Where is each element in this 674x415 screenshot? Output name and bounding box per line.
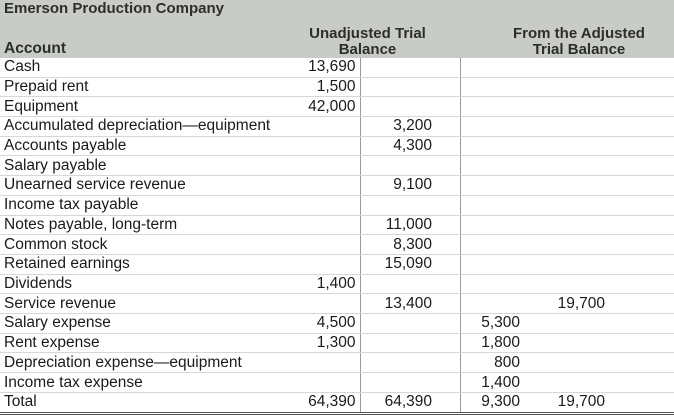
unadjusted-debit-cell [291,156,360,176]
unadjusted-credit-cell: 8,300 [360,235,436,255]
unadjusted-header-text: Unadjusted Trial Balance [309,25,426,58]
unadjusted-credit-cell [360,156,436,176]
trial-balance-body [0,58,674,414]
unadjusted-credit-cell: 4,300 [360,136,436,156]
table-row [0,176,674,196]
column-spacer [436,274,460,294]
column-spacer [436,235,460,255]
account-column-header: Account [0,26,291,58]
column-spacer [609,156,674,176]
adjusted-debit-cell [460,136,524,156]
account-name: Equipment [0,97,291,117]
column-spacer [436,136,460,156]
total-label: Total [0,392,291,413]
unadjusted-credit-cell [360,373,436,393]
adjusted-credit-cell [524,176,609,196]
adjusted-credit-cell [524,136,609,156]
account-name: Dividends [0,274,291,294]
account-name: Common stock [0,235,291,255]
unadjusted-credit-cell [360,58,436,77]
adjusted-debit-cell [460,97,524,117]
table-row [0,294,674,314]
account-name: Salary expense [0,314,291,334]
unadjusted-debit-cell [291,176,360,196]
adjusted-debit-cell [460,274,524,294]
unadjusted-debit-cell [291,195,360,215]
adjusted-credit-cell: 19,700 [524,294,609,314]
unadjusted-debit-cell [291,136,360,156]
adjusted-debit-cell [460,235,524,255]
column-spacer [609,392,674,413]
column-spacer [436,392,460,413]
unadjusted-debit-cell [291,215,360,235]
unadjusted-credit-cell: 13,400 [360,294,436,314]
column-spacer [609,195,674,215]
column-spacer [609,274,674,294]
account-name: Rent expense [0,333,291,353]
column-spacer [436,314,460,334]
unadjusted-debit-cell [291,373,360,393]
column-spacer [436,58,460,77]
unadjusted-credit-cell [360,333,436,353]
column-spacer [609,97,674,117]
adjusted-debit-cell [460,156,524,176]
column-spacer [436,353,460,373]
adjusted-debit-cell: 9,300 [460,392,524,413]
adjusted-debit-cell [460,117,524,137]
table-row [0,254,674,274]
adjusted-debit-cell [460,77,524,97]
column-spacer [436,176,460,196]
account-name: Unearned service revenue [0,176,291,196]
unadjusted-credit-cell [360,353,436,373]
table-row [0,215,674,235]
adjusted-credit-cell [524,274,609,294]
adjusted-credit-cell [524,333,609,353]
adjusted-credit-cell [524,235,609,255]
table-row [0,156,674,176]
unadjusted-debit-cell [291,235,360,255]
unadjusted-debit-cell: 1,400 [291,274,360,294]
column-spacer [609,314,674,334]
adjusted-credit-cell [524,254,609,274]
table-row [0,195,674,215]
account-name: Income tax payable [0,195,291,215]
column-spacer [609,176,674,196]
adjusted-debit-cell: 800 [460,353,524,373]
unadjusted-debit-cell [291,353,360,373]
unadjusted-debit-cell: 13,690 [291,58,360,77]
column-spacer [609,254,674,274]
unadjusted-debit-cell: 1,500 [291,77,360,97]
table-row [0,274,674,294]
adjusted-debit-cell [460,215,524,235]
table-row [0,235,674,255]
account-name: Cash [0,58,291,77]
unadjusted-credit-cell: 11,000 [360,215,436,235]
table-row [0,58,674,77]
column-spacer [436,254,460,274]
unadjusted-credit-cell [360,77,436,97]
adjusted-debit-cell [460,176,524,196]
account-name: Income tax expense [0,373,291,393]
adjusted-credit-cell [524,314,609,334]
table-row [0,373,674,393]
adjusted-credit-cell [524,77,609,97]
column-spacer [436,156,460,176]
adjusted-debit-cell [460,195,524,215]
account-name: Accumulated depreciation—equipment [0,117,291,137]
adjusted-debit-cell [460,58,524,77]
adjusted-credit-cell [524,117,609,137]
column-spacer [436,215,460,235]
account-name: Accounts payable [0,136,291,156]
account-name: Notes payable, long-term [0,215,291,235]
adjusted-credit-cell [524,58,609,77]
column-spacer [609,373,674,393]
account-name: Retained earnings [0,254,291,274]
adjusted-credit-cell: 19,700 [524,392,609,413]
adjusted-trial-balance-header [460,0,674,58]
table-row [0,136,674,156]
company-title: Emerson Production Company [0,0,291,26]
table-row [0,314,674,334]
column-spacer [609,215,674,235]
adjusted-credit-cell [524,195,609,215]
unadjusted-credit-cell [360,195,436,215]
adjusted-credit-cell [524,156,609,176]
column-spacer [609,136,674,156]
adjusted-credit-cell [524,373,609,393]
column-spacer [436,195,460,215]
unadjusted-debit-cell: 64,390 [291,392,360,413]
column-spacer [436,117,460,137]
adjusted-credit-cell [524,215,609,235]
unadjusted-credit-cell [360,314,436,334]
adjusted-debit-cell: 1,800 [460,333,524,353]
adjusted-debit-cell [460,294,524,314]
adjusted-debit-cell [460,254,524,274]
account-name: Salary payable [0,156,291,176]
unadjusted-debit-cell: 1,300 [291,333,360,353]
unadjusted-credit-cell [360,97,436,117]
column-spacer [609,333,674,353]
unadjusted-debit-cell: 4,500 [291,314,360,334]
adjusted-debit-cell: 1,400 [460,373,524,393]
column-spacer [609,235,674,255]
column-spacer [436,373,460,393]
unadjusted-debit-cell: 42,000 [291,97,360,117]
column-spacer [609,353,674,373]
adjusted-credit-cell [524,353,609,373]
column-spacer [436,333,460,353]
table-row [0,333,674,353]
account-name: Service revenue [0,294,291,314]
column-spacer [609,117,674,137]
unadjusted-debit-cell [291,294,360,314]
unadjusted-credit-cell [360,274,436,294]
unadjusted-trial-balance-header [291,0,460,58]
unadjusted-credit-cell: 9,100 [360,176,436,196]
unadjusted-credit-cell: 64,390 [360,392,436,413]
unadjusted-credit-cell: 3,200 [360,117,436,137]
table-row [0,77,674,97]
adjusted-header-text: From the Adjusted Trial Balance [513,25,645,58]
table-row [0,117,674,137]
column-spacer [609,58,674,77]
adjusted-credit-cell [524,97,609,117]
adjusted-debit-cell: 5,300 [460,314,524,334]
unadjusted-credit-cell: 15,090 [360,254,436,274]
total-row [0,392,674,413]
column-spacer [609,77,674,97]
table-row [0,353,674,373]
column-spacer [436,77,460,97]
column-spacer [609,294,674,314]
column-spacer [436,97,460,117]
account-name: Depreciation expense—equipment [0,353,291,373]
account-name: Prepaid rent [0,77,291,97]
column-spacer [436,294,460,314]
table-row [0,97,674,117]
unadjusted-debit-cell [291,254,360,274]
unadjusted-debit-cell [291,117,360,137]
